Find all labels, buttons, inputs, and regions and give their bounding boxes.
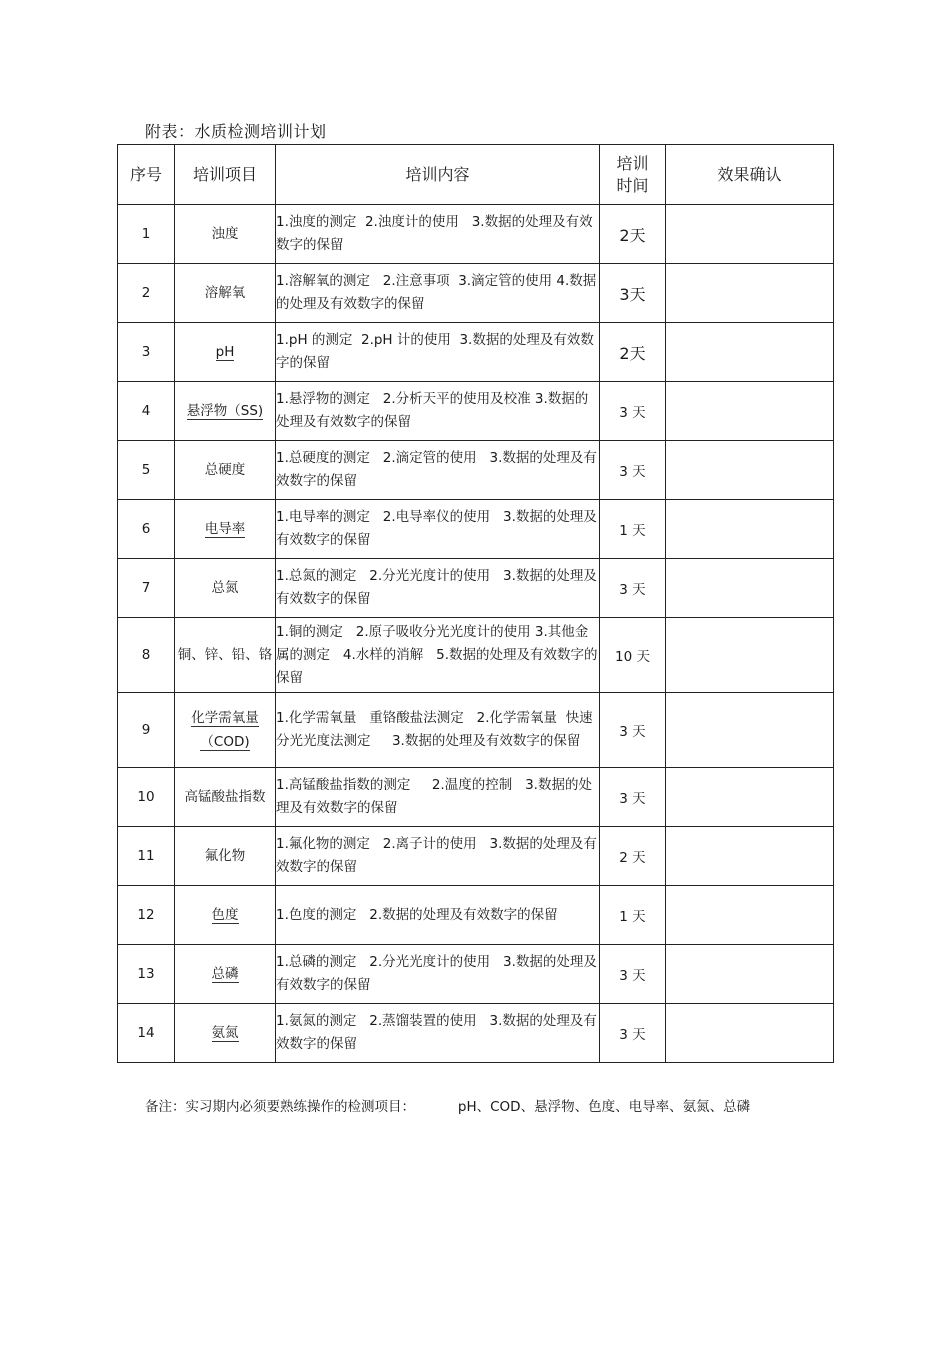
row-content: 1.总硬度的测定 2.滴定管的使用 3.数据的处理及有效数字的保留 [276,441,600,500]
table-row [118,559,834,618]
row-item [175,500,276,559]
row-item: 高锰酸盐指数 [175,768,276,827]
row-days: 2天 [600,205,666,264]
header-row [118,145,834,205]
row-days: 10 天 [600,618,666,693]
table-row [118,441,834,500]
row-days: 3 天 [600,441,666,500]
row-days: 3天 [600,264,666,323]
row-item: 氟化物 [175,827,276,886]
row-item [175,323,276,382]
header-num: 序号 [118,145,175,205]
row-item-text: （COD) [200,734,250,750]
row-days: 1 天 [600,886,666,945]
row-days: 3 天 [600,768,666,827]
header-content: 培训内容 [276,145,600,205]
row-item: 总硬度 [175,441,276,500]
row-content: 1.总氮的测定 2.分光光度计的使用 3.数据的处理及有效数字的保留 [276,559,600,618]
row-item: 铜、锌、铅、铬 [175,618,276,693]
row-content: 1.浊度的测定 2.浊度计的使用 3.数据的处理及有效数字的保留 [276,205,600,264]
row-effect [666,441,834,500]
row-num: 11 [118,827,175,886]
row-content: 1.铜的测定 2.原子吸收分光光度计的使用 3.其他金属的测定 4.水样的消解 5.数据的处理及有效数字的保留 [276,618,600,693]
row-item-text: 总磷 [211,966,239,982]
row-effect [666,768,834,827]
header-time-line1: 培训 [616,153,649,173]
row-effect [666,1004,834,1063]
row-effect [666,500,834,559]
row-item-text: pH [215,344,235,360]
row-days: 3 天 [600,945,666,1004]
row-item [175,945,276,1004]
table-row [118,264,834,323]
row-effect [666,945,834,1004]
footnote: 备注：实习期内必须要熟练操作的检测项目： pH、COD、悬浮物、色度、电导率、氨氮、总磷 [145,1099,751,1115]
header-time [600,145,666,205]
row-effect [666,264,834,323]
row-num: 12 [118,886,175,945]
table-row [118,886,834,945]
row-days: 1 天 [600,500,666,559]
row-content: 1.化学需氧量 重铬酸盐法测定 2.化学需氧量 快速分光光度法测定 3.数据的处理及有效数字的保留 [276,693,600,768]
row-num: 10 [118,768,175,827]
row-item [175,886,276,945]
row-effect [666,693,834,768]
table-row [118,693,834,768]
row-item: 溶解氧 [175,264,276,323]
row-content: 1.pH 的测定 2.pH 计的使用 3.数据的处理及有效数字的保留 [276,323,600,382]
table-row [118,1004,834,1063]
row-effect [666,886,834,945]
row-content: 1.总磷的测定 2.分光光度计的使用 3.数据的处理及有效数字的保留 [276,945,600,1004]
row-item [175,693,276,768]
row-effect [666,205,834,264]
row-item: 总氮 [175,559,276,618]
row-item-text: 化学需氧量 [191,710,259,726]
table-row [118,827,834,886]
header-effect: 效果确认 [666,145,834,205]
header-item: 培训项目 [175,145,276,205]
row-item-text: 悬浮物（SS) [186,403,264,419]
row-days: 3 天 [600,382,666,441]
training-plan-table [117,144,834,1063]
row-days: 3 天 [600,1004,666,1063]
table-row [118,768,834,827]
row-item [175,1004,276,1063]
row-num: 6 [118,500,175,559]
row-item-text: 色度 [211,907,239,923]
row-content: 1.溶解氧的测定 2.注意事项 3.滴定管的使用 4.数据的处理及有效数字的保留 [276,264,600,323]
table-row [118,323,834,382]
row-item-line1 [175,706,275,730]
row-item-line2 [175,730,275,754]
row-num: 7 [118,559,175,618]
row-num: 4 [118,382,175,441]
row-content: 1.色度的测定 2.数据的处理及有效数字的保留 [276,886,600,945]
table-row [118,382,834,441]
row-days: 2天 [600,323,666,382]
row-days: 3 天 [600,693,666,768]
row-num: 1 [118,205,175,264]
row-effect [666,559,834,618]
row-num: 8 [118,618,175,693]
row-days: 3 天 [600,559,666,618]
header-time-line2: 时间 [616,175,649,195]
row-item: 浊度 [175,205,276,264]
row-effect [666,618,834,693]
table-row [118,945,834,1004]
row-num: 14 [118,1004,175,1063]
row-num: 2 [118,264,175,323]
table-row [118,618,834,693]
row-num: 9 [118,693,175,768]
row-content: 1.高锰酸盐指数的测定 2.温度的控制 3.数据的处理及有效数字的保留 [276,768,600,827]
row-effect [666,382,834,441]
row-item-text: 电导率 [204,521,246,537]
row-days: 2 天 [600,827,666,886]
table-row [118,500,834,559]
row-num: 13 [118,945,175,1004]
row-effect [666,323,834,382]
row-item-text: 氨氮 [211,1025,239,1041]
table-row [118,205,834,264]
row-content: 1.悬浮物的测定 2.分析天平的使用及校准 3.数据的处理及有效数字的保留 [276,382,600,441]
row-num: 5 [118,441,175,500]
row-content: 1.氨氮的测定 2.蒸馏装置的使用 3.数据的处理及有效数字的保留 [276,1004,600,1063]
row-content: 1.氟化物的测定 2.离子计的使用 3.数据的处理及有效数字的保留 [276,827,600,886]
row-num: 3 [118,323,175,382]
row-effect [666,827,834,886]
document-title: 附表：水质检测培训计划 [145,122,327,141]
row-item [175,382,276,441]
row-content: 1.电导率的测定 2.电导率仪的使用 3.数据的处理及有效数字的保留 [276,500,600,559]
